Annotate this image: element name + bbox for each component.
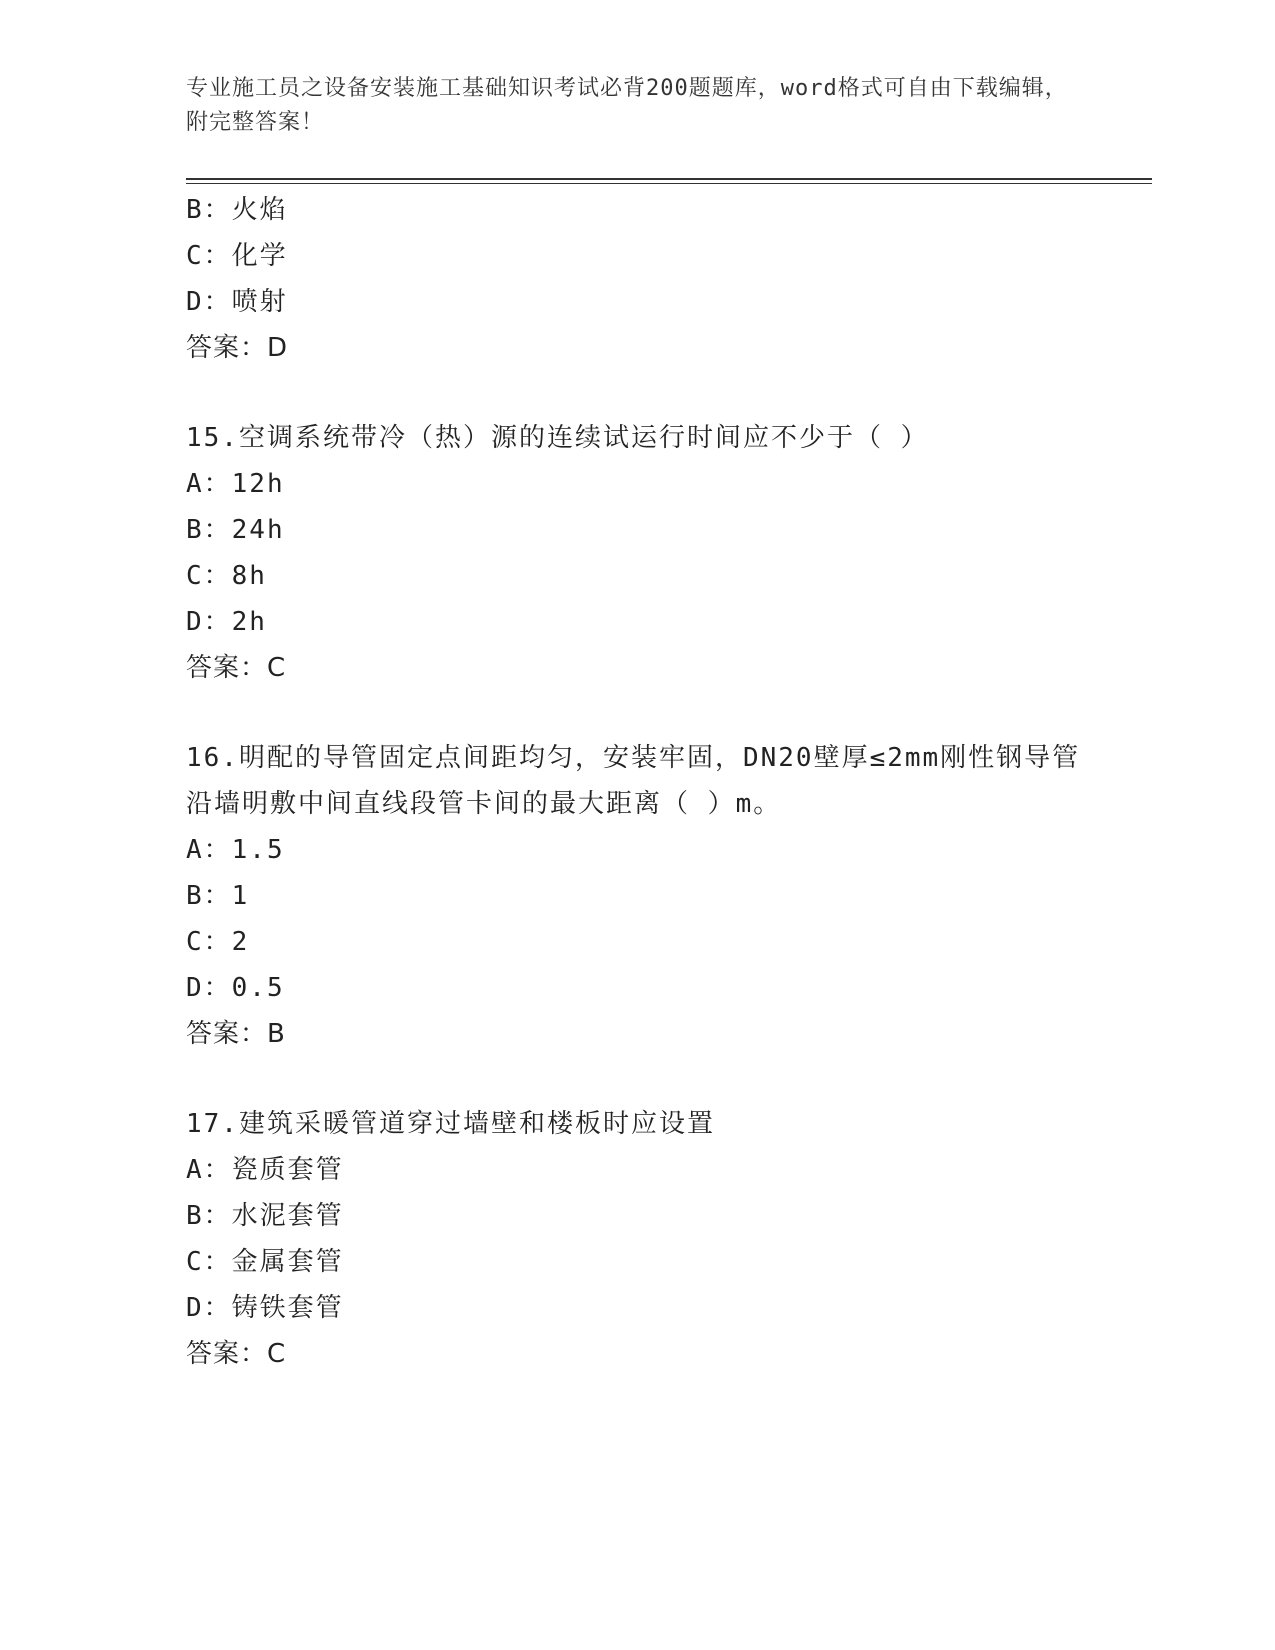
option-c: C：化学 xyxy=(186,241,288,271)
question-block-16 xyxy=(186,735,1086,1057)
option-a: A：瓷质套管 xyxy=(186,1155,344,1185)
answer: 答案：D xyxy=(186,333,289,363)
question-block-14 xyxy=(186,187,1086,371)
header-divider xyxy=(186,178,1152,180)
document-header xyxy=(186,72,1086,140)
question-text: 15.空调系统带冷（热）源的连续试运行时间应不少于（ ） xyxy=(186,423,929,453)
question-block-15 xyxy=(186,415,1086,691)
question-text: 16.明配的导管固定点间距均匀，安装牢固，DN20壁厚≤2mm刚性钢导管沿墙明敷中间直线段管卡间的最大距离（ ）m。 xyxy=(186,743,1081,819)
option-b: B：24h xyxy=(186,515,285,545)
option-c: C：2 xyxy=(186,927,250,957)
header-title: 专业施工员之设备安装施工基础知识考试必背200题题库，word格式可自由下载编辑，附完整答案！ xyxy=(186,76,1068,135)
option-a: A：12h xyxy=(186,469,285,499)
question-list xyxy=(186,187,1086,1377)
spacer xyxy=(186,1057,1086,1101)
option-d: D：铸铁套管 xyxy=(186,1293,344,1323)
question-text: 17.建筑采暖管道穿过墙壁和楼板时应设置 xyxy=(186,1109,715,1139)
answer: 答案：B xyxy=(186,1019,286,1049)
answer: 答案：C xyxy=(186,1339,287,1369)
option-a: A：1.5 xyxy=(186,835,285,865)
option-b: B：水泥套管 xyxy=(186,1201,344,1231)
spacer xyxy=(186,371,1086,415)
option-d: D：0.5 xyxy=(186,973,285,1003)
question-block-17 xyxy=(186,1101,1086,1377)
spacer xyxy=(186,691,1086,735)
option-c: C：金属套管 xyxy=(186,1247,344,1277)
option-c: C：8h xyxy=(186,561,267,591)
option-b: B：火焰 xyxy=(186,195,288,225)
answer: 答案：C xyxy=(186,653,287,683)
option-d: D：2h xyxy=(186,607,267,637)
option-d: D：喷射 xyxy=(186,287,288,317)
header-divider-thin xyxy=(186,183,1152,184)
option-b: B：1 xyxy=(186,881,250,911)
